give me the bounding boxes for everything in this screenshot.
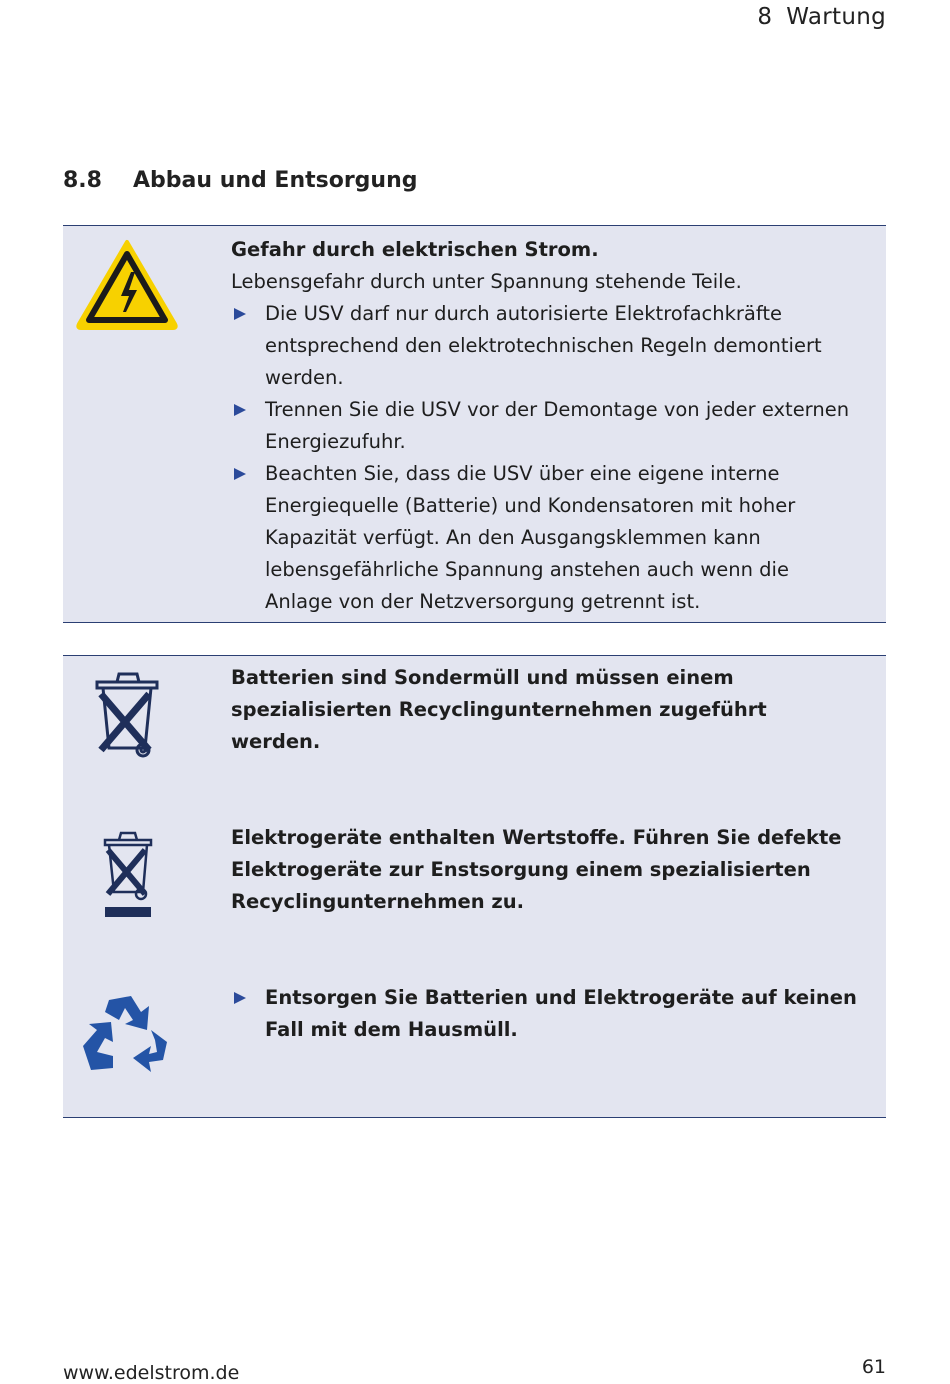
section-number: 8.8 bbox=[63, 168, 102, 193]
batteries-text: Batterien sind Sondermüll und müssen einem spezialisierten Recyclingunternehmen zugeführt werden. bbox=[231, 666, 767, 753]
triangle-bullet-icon bbox=[234, 992, 246, 1004]
disposal-notice bbox=[63, 655, 886, 1118]
list-item bbox=[231, 394, 860, 458]
page-number: 61 bbox=[861, 1356, 886, 1378]
recycling-icon bbox=[79, 990, 173, 1082]
bullet-text: Trennen Sie die USV vor der Demontage von jeder externen Energiezufuhr. bbox=[265, 398, 850, 453]
warning-subheading: Lebensgefahr durch unter Spannung stehende Teile. bbox=[231, 270, 742, 293]
crossed-bin-icon bbox=[93, 670, 161, 758]
electrical-hazard-warning bbox=[63, 225, 886, 623]
high-voltage-warning-icon bbox=[75, 238, 179, 330]
list-item bbox=[231, 458, 860, 618]
bullet-text: Entsorgen Sie Batterien und Elektrogeräte auf keinen Fall mit dem Hausmüll. bbox=[265, 986, 857, 1041]
chapter-number: 8 bbox=[757, 4, 773, 30]
section-heading bbox=[63, 168, 418, 193]
warning-text bbox=[231, 234, 860, 618]
disposal-instruction bbox=[231, 982, 860, 1046]
triangle-bullet-icon bbox=[234, 308, 246, 320]
warning-heading: Gefahr durch elektrischen Strom. bbox=[231, 238, 599, 261]
running-header bbox=[757, 4, 886, 30]
bullet-text: Beachten Sie, dass die USV über eine eigene interne Energiequelle (Batterie) und Kondensatoren mit hoher Kapazität verfügt. An den Ausgangsklemmen kann lebensgefährliche Spannung anstehen auch wenn die Anlage von der Netzversorgung getrennt ist. bbox=[265, 462, 796, 613]
chapter-title: Wartung bbox=[786, 4, 886, 30]
triangle-bullet-icon bbox=[234, 404, 246, 416]
electronics-text: Elektrogeräte enthalten Wertstoffe. Führen Sie defekte Elektrogeräte zur Enstsorgung einem spezialisierten Recyclingunternehmen zu. bbox=[231, 826, 842, 913]
bullet-text: Die USV darf nur durch autorisierte Elektrofachkräfte entsprechend den elektrotechnischen Regeln demontiert werden. bbox=[265, 302, 822, 389]
list-item bbox=[231, 298, 860, 394]
crossed-bin-bar-icon bbox=[101, 830, 155, 920]
triangle-bullet-icon bbox=[234, 468, 246, 480]
list-item bbox=[231, 982, 860, 1046]
section-title: Abbau und Entsorgung bbox=[133, 168, 418, 193]
footer-url: www.edelstrom.de bbox=[63, 1362, 240, 1384]
